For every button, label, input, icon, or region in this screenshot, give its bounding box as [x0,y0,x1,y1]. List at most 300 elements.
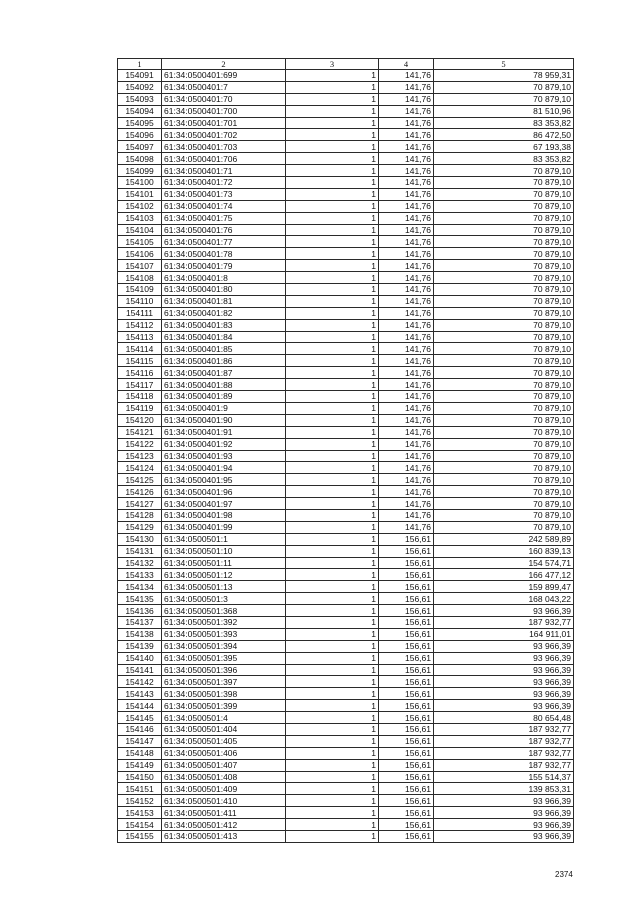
cell-value: 70 879,10 [434,165,574,177]
cell-area: 141,76 [379,426,434,438]
cell-value: 70 879,10 [434,319,574,331]
cell-count: 1 [286,260,379,272]
cell-cadastral-number: 61:34:0500501:407 [162,759,286,771]
cell-value: 70 879,10 [434,177,574,189]
cell-row-number: 154144 [118,700,162,712]
cell-row-number: 154102 [118,200,162,212]
cell-area: 156,61 [379,795,434,807]
cell-area: 141,76 [379,177,434,189]
table-row [118,747,574,759]
table-row [118,640,574,652]
cell-area: 156,61 [379,593,434,605]
cell-cadastral-number: 61:34:0500401:74 [162,200,286,212]
cell-count: 1 [286,70,379,82]
cell-count: 1 [286,664,379,676]
cell-cadastral-number: 61:34:0500501:412 [162,819,286,831]
table-row [118,295,574,307]
cell-row-number: 154143 [118,688,162,700]
cell-value: 93 966,39 [434,795,574,807]
table-row [118,141,574,153]
cell-count: 1 [286,819,379,831]
cell-cadastral-number: 61:34:0500401:77 [162,236,286,248]
cell-area: 156,61 [379,712,434,724]
cell-value: 70 879,10 [434,200,574,212]
cell-cadastral-number: 61:34:0500401:89 [162,391,286,403]
cell-area: 156,61 [379,628,434,640]
cell-value: 70 879,10 [434,295,574,307]
cell-area: 141,76 [379,129,434,141]
cell-area: 141,76 [379,438,434,450]
cell-row-number: 154152 [118,795,162,807]
cell-count: 1 [286,307,379,319]
cell-cadastral-number: 61:34:0500501:1 [162,533,286,545]
cell-value: 70 879,10 [434,212,574,224]
cell-count: 1 [286,343,379,355]
cell-value: 187 932,77 [434,723,574,735]
table-row [118,700,574,712]
cell-value: 70 879,10 [434,248,574,260]
cell-cadastral-number: 61:34:0500401:97 [162,498,286,510]
cell-count: 1 [286,402,379,414]
table-row [118,307,574,319]
table-row [118,498,574,510]
cell-area: 141,76 [379,93,434,105]
cell-cadastral-number: 61:34:0500401:72 [162,177,286,189]
cell-value: 67 193,38 [434,141,574,153]
cell-value: 70 879,10 [434,307,574,319]
cell-count: 1 [286,117,379,129]
cell-count: 1 [286,759,379,771]
cell-area: 141,76 [379,248,434,260]
cell-area: 156,61 [379,831,434,843]
table-row [118,759,574,771]
cell-cadastral-number: 61:34:0500401:80 [162,284,286,296]
cell-area: 141,76 [379,70,434,82]
cell-count: 1 [286,165,379,177]
cell-area: 156,61 [379,735,434,747]
cell-cadastral-number: 61:34:0500401:92 [162,438,286,450]
cell-area: 141,76 [379,486,434,498]
cell-count: 1 [286,605,379,617]
cell-area: 141,76 [379,414,434,426]
cell-cadastral-number: 61:34:0500501:410 [162,795,286,807]
cell-area: 141,76 [379,307,434,319]
cell-count: 1 [286,319,379,331]
cell-count: 1 [286,831,379,843]
cell-area: 141,76 [379,236,434,248]
cell-cadastral-number: 61:34:0500401:87 [162,367,286,379]
table-row [118,260,574,272]
table-row [118,93,574,105]
cell-cadastral-number: 61:34:0500501:398 [162,688,286,700]
cell-count: 1 [286,521,379,533]
cell-count: 1 [286,200,379,212]
cell-value: 70 879,10 [434,438,574,450]
header-cell-5: 5 [434,59,574,70]
cell-row-number: 154105 [118,236,162,248]
table-row [118,319,574,331]
cell-cadastral-number: 61:34:0500401:699 [162,70,286,82]
cell-area: 141,76 [379,200,434,212]
cell-cadastral-number: 61:34:0500401:70 [162,93,286,105]
table-row [118,735,574,747]
table-row [118,533,574,545]
cell-area: 156,61 [379,688,434,700]
cell-count: 1 [286,807,379,819]
cell-area: 141,76 [379,295,434,307]
cell-count: 1 [286,284,379,296]
table-header [118,59,574,70]
cell-count: 1 [286,795,379,807]
cell-area: 156,61 [379,771,434,783]
cell-area: 156,61 [379,747,434,759]
table-row [118,272,574,284]
table-row [118,153,574,165]
cell-value: 93 966,39 [434,640,574,652]
cell-count: 1 [286,331,379,343]
table-row [118,795,574,807]
data-table [117,58,574,843]
cell-value: 78 959,31 [434,70,574,82]
cell-cadastral-number: 61:34:0500501:11 [162,557,286,569]
cell-count: 1 [286,295,379,307]
cell-area: 141,76 [379,105,434,117]
table-row [118,616,574,628]
cell-count: 1 [286,141,379,153]
table-row [118,605,574,617]
cell-cadastral-number: 61:34:0500501:413 [162,831,286,843]
cell-area: 141,76 [379,391,434,403]
cell-row-number: 154119 [118,402,162,414]
cell-value: 93 966,39 [434,605,574,617]
cell-row-number: 154122 [118,438,162,450]
cell-value: 70 879,10 [434,426,574,438]
table-row [118,569,574,581]
cell-value: 187 932,77 [434,759,574,771]
table-row [118,426,574,438]
cell-row-number: 154123 [118,450,162,462]
cell-cadastral-number: 61:34:0500501:405 [162,735,286,747]
cell-row-number: 154104 [118,224,162,236]
cell-cadastral-number: 61:34:0500401:702 [162,129,286,141]
table-row [118,117,574,129]
cell-row-number: 154151 [118,783,162,795]
cell-cadastral-number: 61:34:0500501:406 [162,747,286,759]
cell-count: 1 [286,545,379,557]
cell-value: 93 966,39 [434,700,574,712]
cell-value: 155 514,37 [434,771,574,783]
cell-cadastral-number: 61:34:0500401:8 [162,272,286,284]
cell-value: 86 472,50 [434,129,574,141]
cell-count: 1 [286,700,379,712]
cell-value: 70 879,10 [434,367,574,379]
cell-cadastral-number: 61:34:0500501:13 [162,581,286,593]
cell-count: 1 [286,593,379,605]
cell-cadastral-number: 61:34:0500501:411 [162,807,286,819]
cell-cadastral-number: 61:34:0500501:3 [162,593,286,605]
cell-row-number: 154095 [118,117,162,129]
cell-row-number: 154125 [118,474,162,486]
table-row [118,224,574,236]
cell-value: 70 879,10 [434,521,574,533]
cell-row-number: 154098 [118,153,162,165]
cell-area: 156,61 [379,652,434,664]
cell-cadastral-number: 61:34:0500401:91 [162,426,286,438]
cell-area: 141,76 [379,224,434,236]
cell-area: 156,61 [379,605,434,617]
cell-count: 1 [286,616,379,628]
cell-value: 70 879,10 [434,509,574,521]
cell-area: 156,61 [379,807,434,819]
cell-count: 1 [286,426,379,438]
cell-row-number: 154148 [118,747,162,759]
cell-cadastral-number: 61:34:0500401:94 [162,462,286,474]
cell-count: 1 [286,188,379,200]
table-row [118,379,574,391]
cell-area: 141,76 [379,521,434,533]
cell-row-number: 154115 [118,355,162,367]
table-body [118,70,574,843]
cell-value: 70 879,10 [434,402,574,414]
cell-count: 1 [286,509,379,521]
cell-area: 141,76 [379,212,434,224]
cell-value: 187 932,77 [434,747,574,759]
cell-cadastral-number: 61:34:0500501:396 [162,664,286,676]
cell-area: 141,76 [379,355,434,367]
cell-count: 1 [286,747,379,759]
cell-count: 1 [286,391,379,403]
cell-count: 1 [286,569,379,581]
table-row [118,450,574,462]
cell-area: 141,76 [379,343,434,355]
table-row [118,462,574,474]
cell-row-number: 154130 [118,533,162,545]
cell-area: 156,61 [379,616,434,628]
cell-cadastral-number: 61:34:0500401:81 [162,295,286,307]
cell-area: 141,76 [379,402,434,414]
table-row [118,545,574,557]
table-row [118,593,574,605]
cell-cadastral-number: 61:34:0500401:700 [162,105,286,117]
cell-row-number: 154107 [118,260,162,272]
cell-value: 70 879,10 [434,414,574,426]
cell-value: 93 966,39 [434,676,574,688]
table-row [118,165,574,177]
cell-value: 70 879,10 [434,391,574,403]
cell-row-number: 154117 [118,379,162,391]
cell-row-number: 154132 [118,557,162,569]
cell-row-number: 154155 [118,831,162,843]
table-row [118,236,574,248]
cell-area: 156,61 [379,759,434,771]
cell-area: 156,61 [379,640,434,652]
cell-row-number: 154114 [118,343,162,355]
cell-row-number: 154094 [118,105,162,117]
cell-value: 93 966,39 [434,807,574,819]
cell-row-number: 154120 [118,414,162,426]
cell-cadastral-number: 61:34:0500401:99 [162,521,286,533]
cell-count: 1 [286,355,379,367]
cell-area: 141,76 [379,331,434,343]
cell-count: 1 [286,450,379,462]
cell-value: 83 353,82 [434,153,574,165]
cell-row-number: 154112 [118,319,162,331]
cell-value: 70 879,10 [434,224,574,236]
header-cell-4: 4 [379,59,434,70]
table-row [118,438,574,450]
cell-area: 156,61 [379,676,434,688]
table-row [118,391,574,403]
cell-cadastral-number: 61:34:0500401:93 [162,450,286,462]
cell-row-number: 154109 [118,284,162,296]
cell-area: 156,61 [379,581,434,593]
cell-cadastral-number: 61:34:0500401:73 [162,188,286,200]
table-row [118,105,574,117]
cell-count: 1 [286,688,379,700]
cell-value: 166 477,12 [434,569,574,581]
cell-value: 70 879,10 [434,260,574,272]
cell-value: 70 879,10 [434,93,574,105]
table-row [118,676,574,688]
table-row [118,652,574,664]
cell-row-number: 154154 [118,819,162,831]
cell-value: 93 966,39 [434,819,574,831]
table-row [118,212,574,224]
cell-value: 168 043,22 [434,593,574,605]
cell-value: 81 510,96 [434,105,574,117]
cell-cadastral-number: 61:34:0500401:88 [162,379,286,391]
table-row [118,581,574,593]
cell-row-number: 154121 [118,426,162,438]
cell-area: 156,61 [379,819,434,831]
cell-value: 93 966,39 [434,831,574,843]
cell-area: 141,76 [379,153,434,165]
cell-value: 70 879,10 [434,379,574,391]
cell-area: 141,76 [379,509,434,521]
cell-row-number: 154137 [118,616,162,628]
cell-count: 1 [286,236,379,248]
cell-cadastral-number: 61:34:0500501:395 [162,652,286,664]
cell-row-number: 154106 [118,248,162,260]
cell-count: 1 [286,474,379,486]
table-row [118,284,574,296]
cell-value: 80 654,48 [434,712,574,724]
table-row [118,819,574,831]
cell-row-number: 154103 [118,212,162,224]
table-row [118,177,574,189]
cell-row-number: 154133 [118,569,162,581]
cell-count: 1 [286,438,379,450]
cell-count: 1 [286,462,379,474]
cell-area: 156,61 [379,664,434,676]
cell-cadastral-number: 61:34:0500401:83 [162,319,286,331]
cell-cadastral-number: 61:34:0500401:86 [162,355,286,367]
cell-row-number: 154142 [118,676,162,688]
table-row [118,783,574,795]
cell-count: 1 [286,212,379,224]
cell-cadastral-number: 61:34:0500401:706 [162,153,286,165]
cell-cadastral-number: 61:34:0500401:9 [162,402,286,414]
cell-value: 70 879,10 [434,331,574,343]
cell-value: 70 879,10 [434,284,574,296]
cell-area: 156,61 [379,723,434,735]
cell-cadastral-number: 61:34:0500401:75 [162,212,286,224]
cell-count: 1 [286,367,379,379]
cell-value: 93 966,39 [434,652,574,664]
table-row [118,521,574,533]
cell-count: 1 [286,272,379,284]
table-row [118,331,574,343]
cell-area: 141,76 [379,141,434,153]
cell-cadastral-number: 61:34:0500501:392 [162,616,286,628]
cell-value: 154 574,71 [434,557,574,569]
table-row [118,248,574,260]
cell-value: 83 353,82 [434,117,574,129]
cell-cadastral-number: 61:34:0500401:82 [162,307,286,319]
cell-area: 141,76 [379,117,434,129]
cell-cadastral-number: 61:34:0500501:368 [162,605,286,617]
cell-cadastral-number: 61:34:0500501:10 [162,545,286,557]
cell-cadastral-number: 61:34:0500401:95 [162,474,286,486]
table-row [118,355,574,367]
cell-row-number: 154131 [118,545,162,557]
cell-value: 93 966,39 [434,688,574,700]
cell-cadastral-number: 61:34:0500401:76 [162,224,286,236]
cell-row-number: 154136 [118,605,162,617]
cell-cadastral-number: 61:34:0500401:84 [162,331,286,343]
cell-count: 1 [286,640,379,652]
table-row [118,414,574,426]
cell-area: 156,61 [379,569,434,581]
cell-count: 1 [286,735,379,747]
table-row [118,688,574,700]
cell-count: 1 [286,557,379,569]
cell-value: 70 879,10 [434,474,574,486]
table-row [118,188,574,200]
cell-row-number: 154110 [118,295,162,307]
cell-cadastral-number: 61:34:0500401:78 [162,248,286,260]
cell-count: 1 [286,248,379,260]
table-row [118,664,574,676]
cell-row-number: 154128 [118,509,162,521]
cell-cadastral-number: 61:34:0500501:394 [162,640,286,652]
cell-value: 93 966,39 [434,664,574,676]
cell-count: 1 [286,414,379,426]
cell-count: 1 [286,498,379,510]
cell-row-number: 154149 [118,759,162,771]
cell-row-number: 154108 [118,272,162,284]
page-number: 2374 [555,870,573,879]
cell-area: 156,61 [379,533,434,545]
cell-row-number: 154101 [118,188,162,200]
cell-area: 141,76 [379,165,434,177]
cell-cadastral-number: 61:34:0500401:98 [162,509,286,521]
table-row [118,402,574,414]
table-row [118,81,574,93]
cell-area: 141,76 [379,450,434,462]
table-row [118,129,574,141]
table-row [118,557,574,569]
header-cell-2: 2 [162,59,286,70]
cell-row-number: 154140 [118,652,162,664]
cell-area: 141,76 [379,474,434,486]
cell-row-number: 154153 [118,807,162,819]
cell-area: 141,76 [379,272,434,284]
cell-row-number: 154124 [118,462,162,474]
table-row [118,486,574,498]
cell-cadastral-number: 61:34:0500401:79 [162,260,286,272]
cell-count: 1 [286,81,379,93]
